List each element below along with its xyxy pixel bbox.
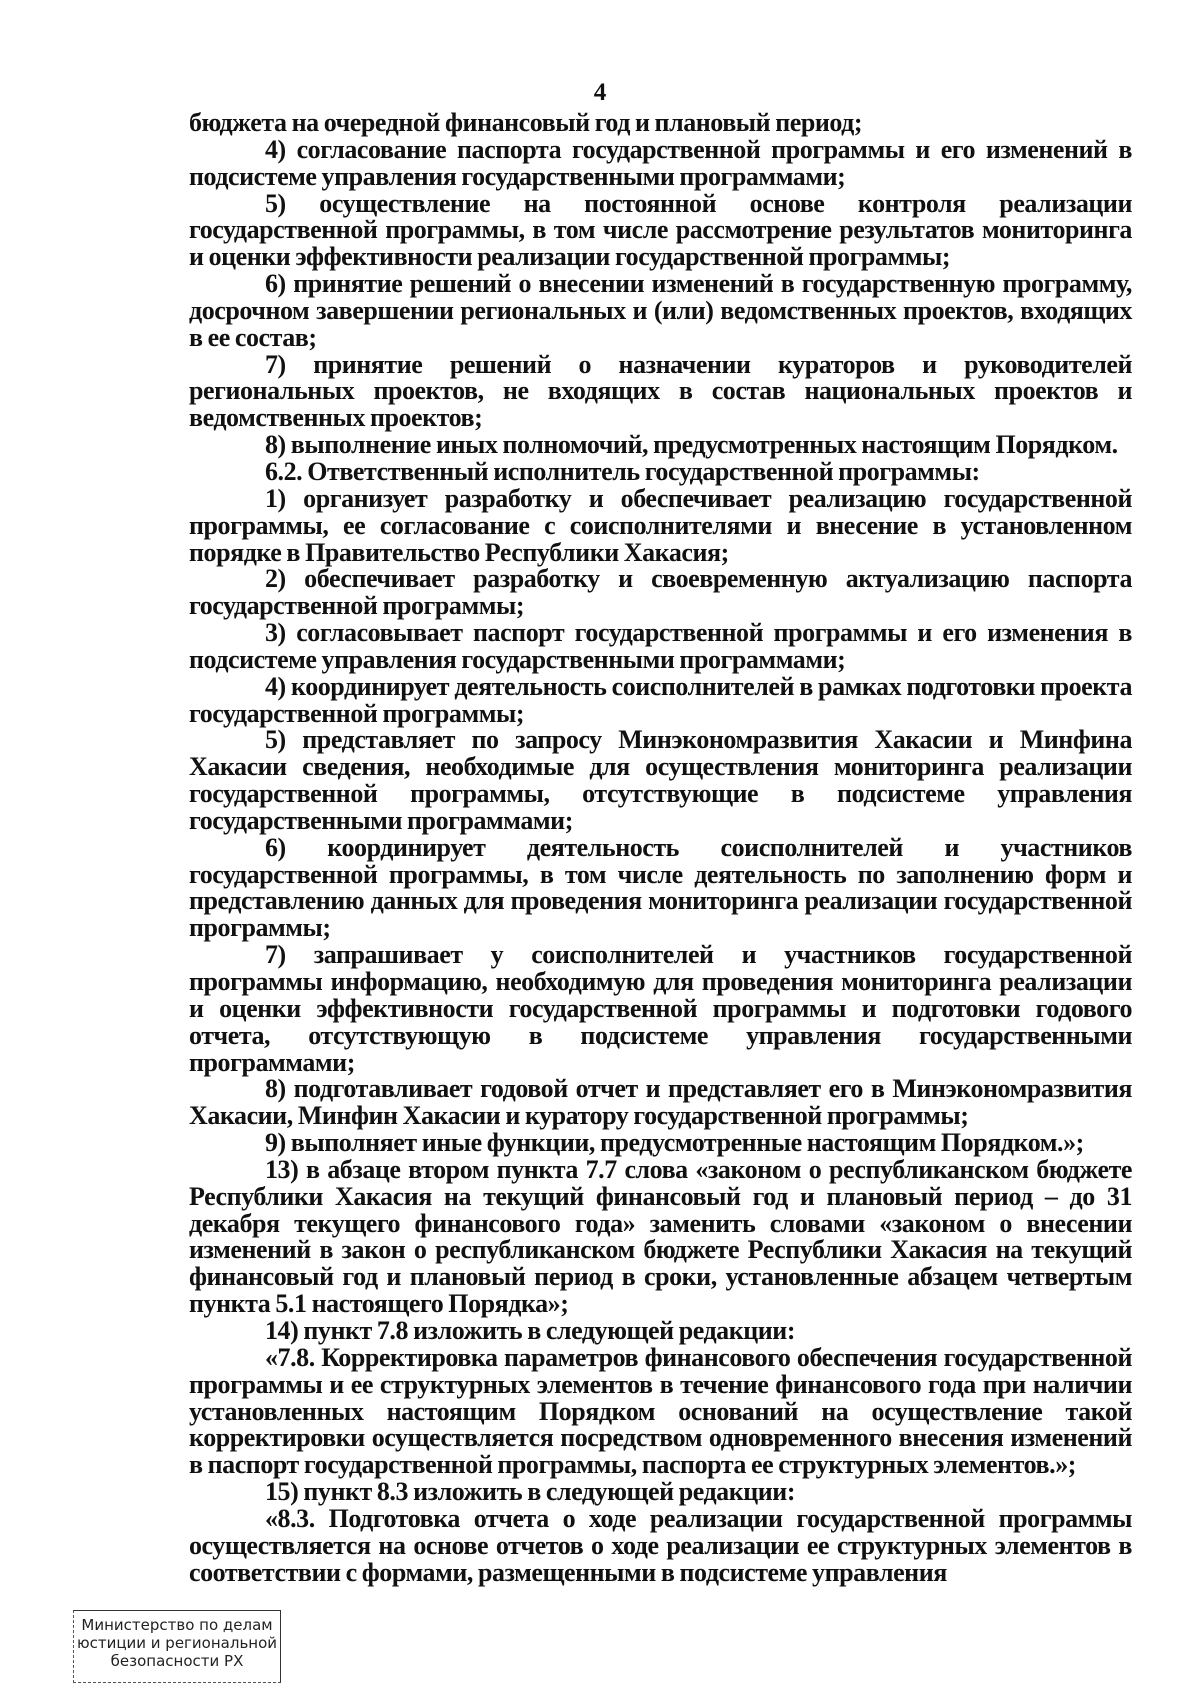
paragraph: 6) принятие решений о внесении изменений в государственную программу, досрочном завершении региональных и (или) ведомственных проектов, входящих в ее состав; [189, 269, 1132, 352]
paragraph: 2) обеспечивает разработку и своевременную актуализацию паспорта государственной программы; [189, 564, 1132, 621]
paragraph: 3) согласовывает паспорт государственной программы и его изменения в подсистеме управления государственными программами; [189, 618, 1132, 674]
paragraph: «8.3. Подготовка отчета о ходе реализации государственной программы осуществляется на основе отчетов о ходе реализации ее структурных элементов в соответствии с формами, размещенными в подсистеме управления [189, 1503, 1132, 1587]
paragraph: «7.8. Корректировка параметров финансового обеспечения государственной программы и ее структурных элементов в течение финансового года при наличии установленных настоящим Порядком оснований на осуществление такой корректировки осуществляется посредством одновременного внесения изменений в паспорт государственной программы, паспорта ее структурных элементов.»; [189, 1342, 1132, 1480]
paragraph: 5) осуществление на постоянной основе контроля реализации государственной программы, в том числе рассмотрение результатов мониторинга и оценки эффективности реализации государственной программы; [189, 188, 1132, 272]
paragraph: 4) согласование паспорта государственной программы и его изменений в подсистеме управления государственными программами; [189, 134, 1132, 191]
stamp-line: юстиции и региональной [76, 1634, 278, 1652]
paragraph: 7) принятие решений о назначении кураторов и руководителей региональных проектов, не входящих в состав национальных проектов и ведомственных проектов; [189, 349, 1132, 433]
paragraph: 5) представляет по запросу Минэкономразвития Хакасии и Минфина Хакасии сведения, необходимые для осуществления мониторинга реализации государственной программы, отсутствующие в подсистеме управления государственными программами; [189, 725, 1132, 835]
page-number: 4 [593, 79, 607, 106]
paragraph: 9) выполняет иные функции, предусмотренные настоящим Порядком.»; [265, 1128, 1084, 1158]
stamp-line: Министерство по делам [81, 1616, 273, 1634]
paragraph: 7) запрашивает у соисполнителей и участников государственной программы информацию, необходимую для проведения мониторинга реализации и оценки эффективности государственной программы и подготовки годового отчета, отсутствующую в подсистеме управления государственными программами; [189, 940, 1132, 1077]
paragraph: 14) пункт 7.8 изложить в следующей редакции: [265, 1315, 796, 1345]
paragraph: 6.2. Ответственный исполнитель государственной программы: [265, 456, 980, 486]
paragraph: 1) организует разработку и обеспечивает реализацию государственной программы, ее согласование с соисполнителями и внесение в установленном порядке в Правительство Республики Хакасия; [189, 483, 1132, 567]
paragraph: 13) в абзаце втором пункта 7.7 слова «законом о республиканском бюджете Республики Хакасия на текущий финансовый год и плановый период – до 31 декабря текущего финансового года» заменить словами «законом о внесении изменений в закон о республиканском бюджете Республики Хакасия на текущий финансовый год и плановый период в сроки, установленные абзацем четвертым пункта 5.1 настоящего Порядка»; [189, 1154, 1132, 1319]
registration-stamp [73, 1610, 281, 1683]
paragraph: 8) выполнение иных полномочий, предусмотренных настоящим Порядком. [265, 430, 1118, 460]
paragraph: бюджета на очередной финансовый год и плановый период; [189, 108, 863, 137]
paragraph: 6) координирует деятельность соисполнителей и участников государственной программы, в том числе деятельность по заполнению форм и представлению данных для проведения мониторинга реализации государственной программы; [189, 832, 1132, 943]
paragraph: 4) координирует деятельность соисполнителей в рамках подготовки проекта государственной программы; [189, 671, 1132, 728]
paragraph: 8) подготавливает годовой отчет и представляет его в Минэкономразвития Хакасии, Минфин Хакасии и куратору государственной программы; [189, 1074, 1132, 1131]
stamp-line: безопасности РХ [110, 1652, 244, 1670]
document-body [189, 110, 1132, 1586]
paragraph: 15) пункт 8.3 изложить в следующей редакции: [265, 1477, 796, 1507]
